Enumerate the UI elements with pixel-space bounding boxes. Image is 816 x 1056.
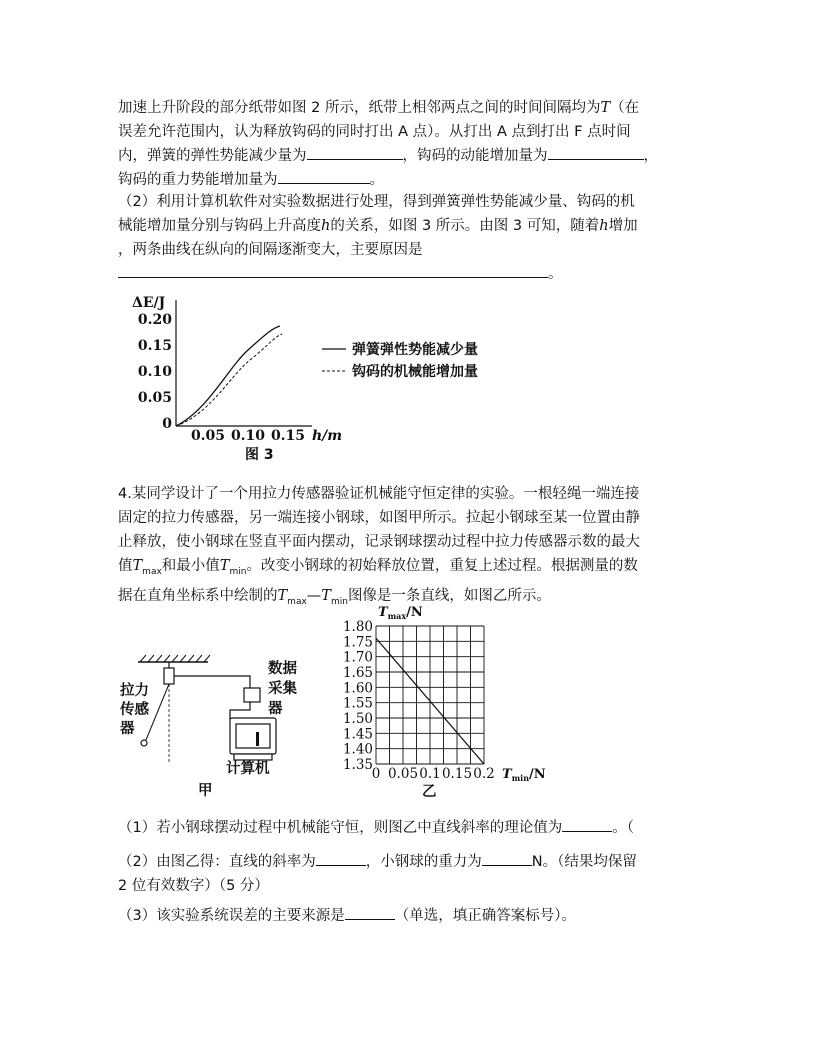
text: 的关系，如图 3 所示。由图 3 可知，随着 [330,218,600,234]
text: — [306,587,322,604]
y-tick-label: 1.45 [342,726,373,743]
subscript: min [229,566,247,577]
symbol-h: h [321,218,331,234]
collector-label: 数据 [268,661,297,677]
x-tick-label: 0.10 [230,428,266,444]
text: 内，弹簧的弹性势能减少量为 [118,148,307,164]
y-tick-label: 1.35 [342,757,373,773]
text: （在 [610,100,640,116]
text: 固定的拉力传感器，另一端连接小钢球，如图甲所示。拉起小钢球至某一位置由静 [118,510,640,526]
text: ，两条曲线在纵向的间隔逐渐变大，主要原因是 [118,242,423,258]
figure-3 [118,288,538,466]
text: 4.某同学设计了一个用拉力传感器验证机械能守恒定律的实验。一根轻绳一端连接 [118,486,640,502]
computer-base [234,754,272,760]
sensor-label: 传感 [120,702,149,718]
answer-blank[interactable] [307,145,403,160]
y-tick-label: 1.65 [342,665,373,681]
curve-spring-energy [176,326,280,426]
text: （1）若小钢球摆动过程中机械能守恒，则图乙中直线斜率的理论值为 [118,820,563,836]
collector-label: 采集 [268,681,297,697]
answer-blank[interactable] [278,169,370,184]
sensor-label: 器 [120,721,135,737]
text: 值 [118,558,133,574]
answer-blank[interactable] [562,817,612,832]
text: 止释放，使小钢球在竖直平面内摆动，记录钢球摆动过程中拉力传感器示数的最大 [118,534,640,550]
text: 据在直角坐标系中绘制的 [118,587,278,604]
figure-tmax-tmin [330,600,560,800]
string [146,684,169,740]
text: 。 [548,266,563,282]
symbol-T: T [321,587,331,604]
figure-caption: 图 3 [245,447,274,463]
x-tick-label: 0.15 [270,428,306,444]
text: 。（ [612,820,634,836]
answer-blank[interactable] [345,905,395,920]
y-tick-labels [343,619,373,773]
y-tick-label: 1.70 [342,649,373,666]
computer-label: 计算机 [226,761,270,777]
answer-blank[interactable] [316,851,366,866]
y-tick-label: 1.80 [342,619,373,635]
text: N。（结果均保留 [531,854,637,870]
curve-mechanical-energy [176,334,282,426]
paragraph-1 [118,96,700,192]
legend-dashed-label: 钩码的机械能增加量 [352,364,478,380]
sensor-cable [174,676,250,688]
screen-marker [256,732,259,746]
symbol-T: T [219,558,230,574]
figure-caption: 甲 [198,783,213,799]
symbol-T: T [600,100,611,116]
x-tick-label: 0.2 [473,766,495,782]
text: 械能增加量分别与钩码上升高度 [118,218,321,234]
text: （单选，填正确答案标号）。 [394,908,576,924]
y-tick-label: 1.75 [342,634,373,651]
collector-label: 器 [268,701,283,717]
x-axis-label: $T_{min}/N$ [502,767,546,783]
text: 。改变小钢球的初始释放位置，重复上述过程。根据测量的数 [246,558,638,574]
text: （3）该实验系统误差的主要来源是 [118,908,345,924]
ceiling-hatch [140,655,210,662]
subscript: max [142,566,162,577]
text: ， [643,148,658,164]
symbol-T: T [277,587,288,604]
y-tick-label: 0.15 [137,338,172,354]
question-4-3 [118,904,700,928]
question-4 [118,482,700,614]
data-collector [244,688,260,702]
symbol-T: T [132,558,143,574]
text: （2）利用计算机软件对实验数据进行处理，得到弹簧弹性势能减少量、钩码的机 [118,194,635,210]
x-tick-label: 0.05 [190,428,226,444]
text: 和最小值 [161,558,220,574]
y-axis-label: ΔE/J [132,295,166,311]
figure-apparatus [118,652,318,802]
x-tick-label: 0.05 [387,766,419,782]
text: （2）由图乙得：直线的斜率为 [118,854,316,870]
x-tick-label: 0.1 [419,766,441,782]
text: ，小钢球的重力为 [365,854,482,870]
computer-screen [236,724,270,748]
text: 误差允许范围内，认为释放钩码的同时打出 A 点）。从打出 A 点到打出 F 点时间 [118,124,631,140]
y-tick-label: 0.10 [137,364,172,380]
question-4-1 [118,816,700,840]
text: 2 位有效数字）（5 分） [118,878,269,894]
y-tick-label: 0 [162,416,172,432]
y-tick-label: 1.60 [342,680,373,697]
force-sensor [164,668,174,684]
symbol-h: h [599,218,609,234]
text: 钩码的重力势能增加量为 [118,172,278,188]
y-tick-label: 1.55 [342,695,373,712]
y-tick-label: 0.20 [137,312,172,328]
x-axis-label: h/m [312,428,343,444]
sensor-label: 拉力 [120,683,149,699]
y-axis-label: $T_{max}/N$ [378,605,423,621]
subscript: min [330,596,348,607]
x-tick-label: 0.15 [441,766,473,782]
text: 。 [369,172,384,188]
text: 加速上升阶段的部分纸带如图 2 所示，纸带上相邻两点之间的时间间隔均为 [118,100,601,116]
answer-blank[interactable] [482,851,532,866]
answer-blank[interactable] [118,263,548,278]
grid [376,626,484,764]
text: 增加 [608,218,638,234]
x-tick-label: 0 [371,766,381,782]
y-tick-label: 0.05 [137,390,172,406]
text: 图像是一条直线，如图乙所示。 [347,587,551,604]
answer-blank[interactable] [548,145,644,160]
collector-cable [230,702,250,720]
question-4-2 [118,850,700,898]
figure-caption: 乙 [422,784,437,800]
x-tick-labels [372,766,495,782]
legend-solid-label: 弹簧弹性势能减少量 [352,342,478,358]
subscript: max [287,596,307,607]
y-tick-label: 1.40 [342,741,373,758]
y-tick-label: 1.50 [342,711,373,727]
steel-ball [141,740,147,746]
paragraph-2 [118,190,700,286]
text: ，钩码的动能增加量为 [402,148,548,164]
